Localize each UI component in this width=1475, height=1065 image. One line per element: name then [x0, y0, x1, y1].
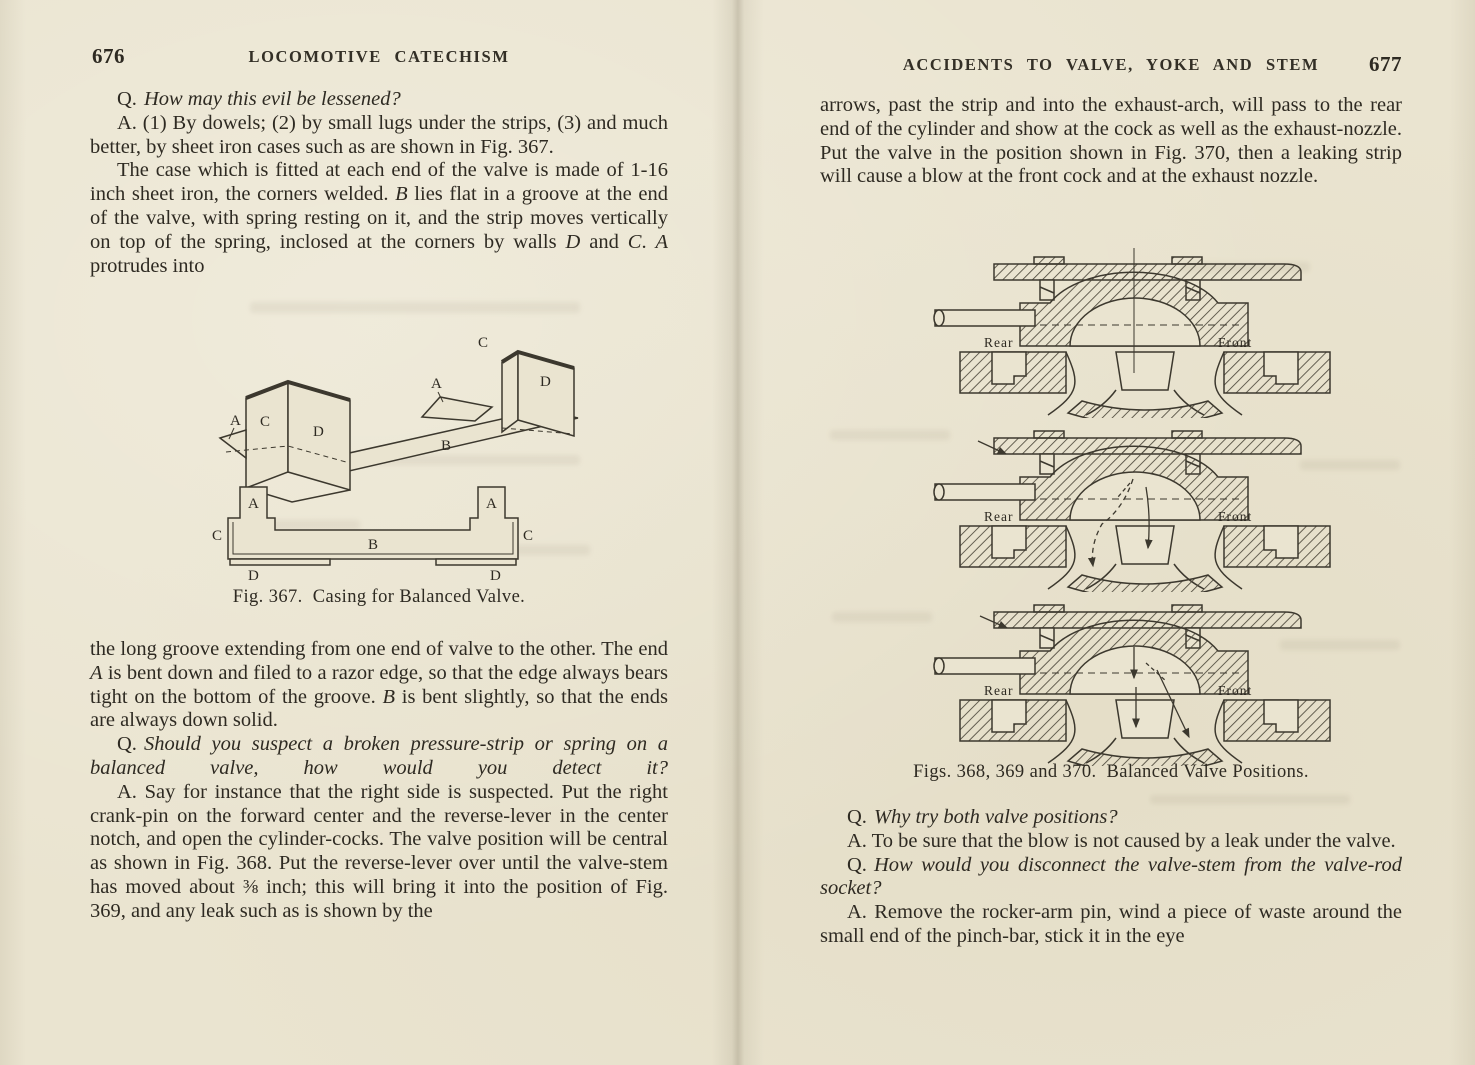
case-paragraph — [90, 159, 668, 278]
figure-369-valve-leak — [930, 417, 1360, 592]
label-ref-a: A — [90, 661, 103, 684]
text-segment: is bent slightly, so that the ends are always down solid. — [90, 685, 668, 732]
page-number-left: 676 — [92, 44, 125, 68]
question-paragraph — [820, 854, 1402, 902]
answer-paragraph: A. Remove the rocker-arm pin, wind a piece of waste around the small end of the pinch-bar, stick it in the eye — [820, 901, 1402, 947]
label-ref-a: A — [655, 230, 669, 253]
label-ref-b: B — [382, 685, 396, 708]
rear-label: Rear — [984, 335, 1014, 350]
answer-paragraph: A. To be sure that the blow is not caused by a leak under the valve. — [847, 829, 1396, 852]
text-segment: protrudes into — [90, 254, 205, 277]
page-header-left — [90, 44, 668, 74]
figures-368-370-caption: Figs. 368, 369 and 370. Balanced Valve Positions. — [913, 762, 1309, 782]
label-c: C — [260, 414, 271, 430]
label-a: A — [248, 496, 259, 512]
label-a: A — [230, 413, 241, 429]
page-header-right — [820, 52, 1402, 82]
running-head-left: LOCOMOTIVE CATECHISM — [248, 47, 510, 66]
label-d: D — [540, 374, 551, 390]
label-d: D — [248, 568, 259, 584]
figure-367-caption: Fig. 367. Casing for Balanced Valve. — [232, 587, 526, 607]
label-b: B — [368, 537, 379, 553]
page-right — [820, 40, 1402, 1050]
question-paragraph — [90, 733, 668, 781]
text-segment: lies flat in a groove at the end of the valve, with spring resting on it, and the strip moves vertically on top of the spring, inclosed at the corners by walls — [90, 183, 668, 253]
answer-paragraph: A. (1) By dowels; (2) by small lugs under the strips, (3) and much better, by sheet iron cases such as are shown in Fig. 367. — [90, 111, 668, 158]
text-segment: is bent down and filed to a razor edge, so that the edge always bears tight on the bottom of the groove. — [90, 661, 668, 708]
text-segment: . — [641, 230, 656, 253]
question-prefix: Q. — [847, 853, 867, 876]
text-segment: and — [580, 230, 628, 253]
arrows-paragraph: arrows, past the strip and into the exhaust-arch, will pass to the rear end of the cylinder and show at the cock as well as the exhaust-nozzle. Put the valve in the position shown in Fig. 370, then a leaking strip will cause a blow at the front cock and at the exhaust nozzle. — [820, 94, 1402, 188]
text-segment: The case which is fitted at each end of the valve is made of 1-16 inch sheet iron, the corners welded. — [90, 159, 668, 206]
rear-label: Rear — [984, 509, 1014, 524]
answer-paragraph: A. Say for instance that the right side is suspected. Put the right crank-pin on the forward center and the reverse-lever in the center notch, and open the cylinder-cocks. The valve position will be central as shown in Fig. 368. Put the reverse-lever over until the valve-stem has moved about ⅜ inch; this will bring it into the position of Fig. 369, and any leak such as is shown by the — [90, 780, 668, 922]
front-label: Front — [1218, 683, 1253, 698]
figure-367-casing-drawing — [150, 322, 670, 584]
label-c: C — [523, 528, 534, 544]
question-prefix: Q. — [847, 806, 867, 828]
right-page-edge — [1449, 0, 1475, 1065]
question-text: Should you suspect a broken pressure-strip or spring on a balanced valve, how would you detect it? — [90, 733, 668, 779]
question-text: Why try both valve positions? — [873, 806, 1118, 828]
figure-370-valve-leak — [930, 591, 1360, 766]
right-text-block-2 — [820, 806, 1402, 949]
rear-label: Rear — [984, 683, 1014, 698]
left-page-edge — [0, 0, 26, 1065]
question-paragraph — [90, 88, 668, 112]
page-left — [90, 40, 668, 1050]
front-label: Front — [1218, 335, 1253, 350]
question-paragraph — [820, 806, 1402, 830]
question-text: How may this evil be lessened? — [143, 88, 401, 110]
front-label: Front — [1218, 509, 1253, 524]
label-d: D — [313, 424, 324, 440]
label-ref-b: B — [395, 183, 408, 206]
right-text-block-1 — [820, 94, 1402, 189]
left-text-block-1 — [90, 88, 668, 278]
gutter-shadow — [712, 0, 764, 1065]
figure-368-valve-central — [930, 243, 1360, 418]
label-c: C — [478, 335, 489, 351]
question-prefix: Q. — [117, 88, 137, 110]
label-a: A — [486, 496, 497, 512]
label-ref-d: D — [565, 230, 581, 253]
label-c: C — [212, 528, 223, 544]
page-number-right: 677 — [1369, 52, 1402, 76]
text-segment: the long groove extending from one end of valve to the other. The end — [90, 638, 668, 660]
left-text-block-2 — [90, 638, 668, 924]
label-d: D — [490, 568, 501, 584]
question-text: How would you disconnect the valve-stem from the valve-rod socket? — [820, 853, 1402, 900]
label-b: B — [441, 438, 452, 454]
label-a: A — [431, 376, 442, 392]
question-prefix: Q. — [117, 733, 137, 756]
running-head-right: ACCIDENTS TO VALVE, YOKE AND STEM — [902, 55, 1320, 74]
label-ref-c: C — [627, 230, 642, 253]
groove-paragraph — [90, 638, 668, 733]
